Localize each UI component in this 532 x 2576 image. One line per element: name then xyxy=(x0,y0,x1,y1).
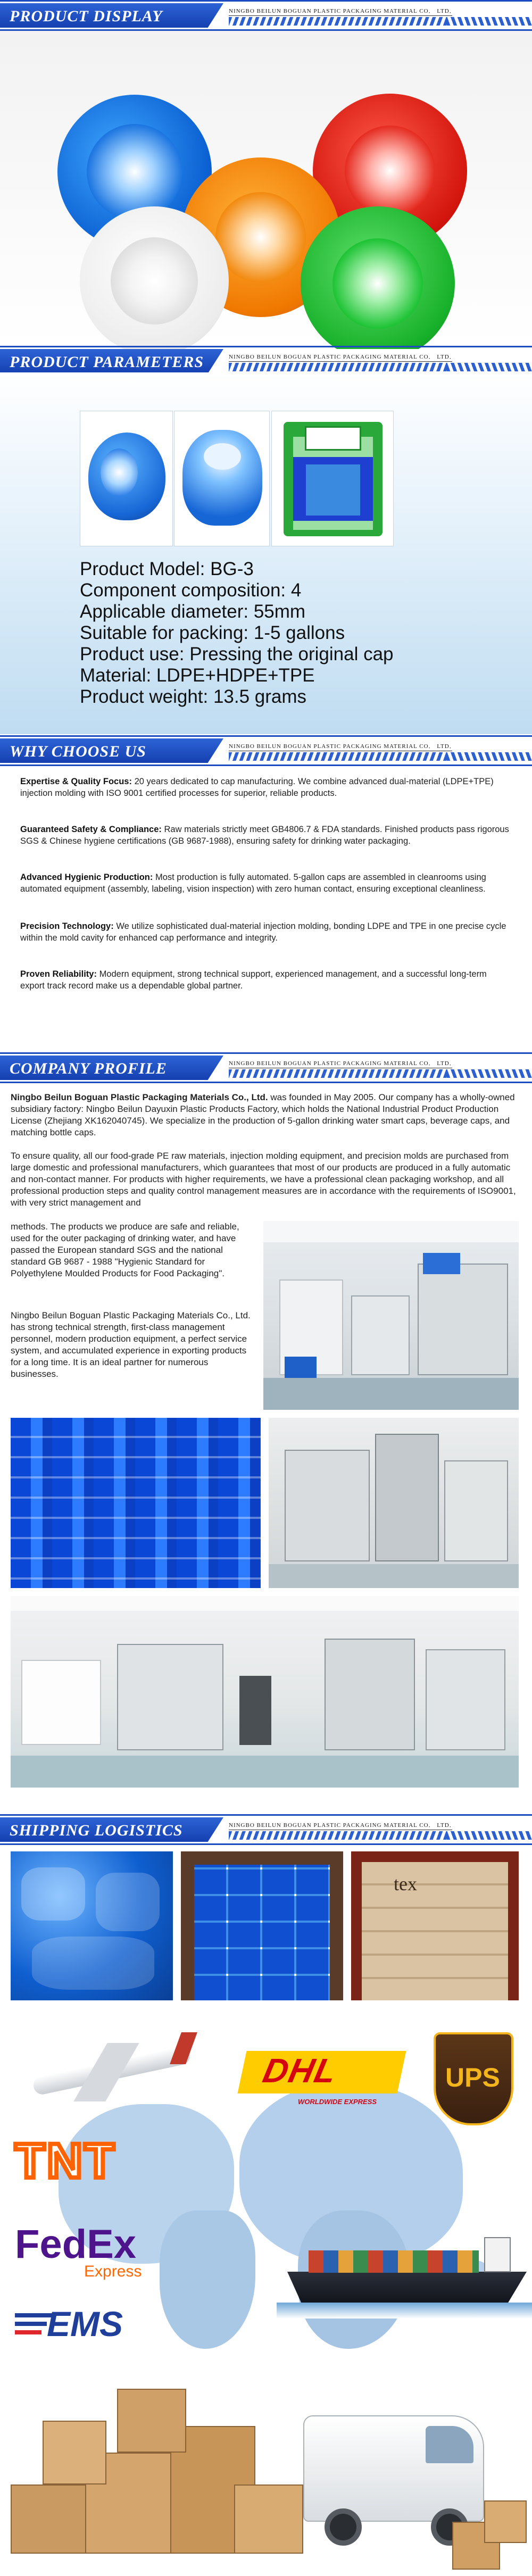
why-item xyxy=(20,824,510,847)
blue-caps-stack-photo xyxy=(11,1418,261,1588)
banner-chevron-pattern xyxy=(229,363,532,371)
dhl-tagline: WORLDWIDE EXPRESS xyxy=(298,2098,377,2106)
banner-chevron-pattern xyxy=(229,752,532,761)
why-item xyxy=(20,776,510,799)
profile-standards-text: methods. The products we produce are safe and reliable, used for the outer packaging of drinking water, and have passed the European standard SGS and the national standard GB 9687 - 1988 "Hygienic Standard for Polyethylene Moulded Products for Food Packaging". xyxy=(11,1221,239,1278)
banner-company-name: NINGBO BEILUN BOGUAN PLASTIC PACKAGING MATERIAL CO． LTD． xyxy=(229,8,456,14)
airplane-image xyxy=(11,2032,213,2112)
banner-company-name: NINGBO BEILUN BOGUAN PLASTIC PACKAGING MATERIAL CO． LTD． xyxy=(229,354,456,360)
why-item xyxy=(20,968,510,992)
factory-machines-photo xyxy=(263,1221,519,1410)
why-heading: Precision Technology: xyxy=(20,921,114,931)
profile-intro xyxy=(11,1092,521,1139)
why-item xyxy=(20,920,510,944)
ups-logo-text: UPS xyxy=(445,2063,500,2092)
why-body: 20 years dedicated to cap manufacturing. We combine advanced dual-material (LDPE+TPE) injection molding with ISO 9001 certified processes for superior, reliable products. xyxy=(20,777,494,798)
section-title: SHIPPING LOGISTICS xyxy=(10,1822,183,1839)
profile-company-name: Ningbo Beilun Boguan Plastic Packaging Materials Co., Ltd. xyxy=(11,1092,268,1102)
box-label-text: tex xyxy=(394,1873,417,1894)
param-use: Product use: Pressing the original cap xyxy=(80,644,394,664)
profile-closing-text: Ningbo Beilun Boguan Plastic Packaging Materials Co., Ltd. has strong technical strength, first-class management personnel, modern production equipment, a perfect service system, and accumulated experience in exporting products for a long time. It is an ideal partner for numerous businesses. xyxy=(11,1310,251,1379)
cleanroom-photo xyxy=(11,1596,519,1788)
profile-intro-text: was founded in May 2005. Our company has a wholly-owned subsidiary factory: Ningbo Beilun Dayuxin Plastic Products Factory, which holds the National Industrial Product Production License (Zhejiang XK162040745). We specialize in the production of 5-gallon drinking water smart caps, beverage caps, and matching bottle caps. xyxy=(11,1092,515,1137)
ems-logo-text: EMS xyxy=(47,2304,123,2344)
why-item xyxy=(20,871,510,895)
section-banner-profile xyxy=(0,1052,532,1083)
banner-stripe xyxy=(0,0,532,2)
section-title: WHY CHOOSE US xyxy=(10,743,146,760)
cap-top-view-image xyxy=(174,411,270,546)
param-weight: Product weight: 13.5 grams xyxy=(80,686,307,707)
dhl-logo xyxy=(237,2051,406,2093)
param-model: Product Model: BG-3 xyxy=(80,559,254,579)
ems-logo xyxy=(15,2304,153,2346)
banner-chevron-pattern xyxy=(229,17,532,26)
cardboard-boxes-right-image xyxy=(452,2500,527,2570)
banner-company-name: NINGBO BEILUN BOGUAN PLASTIC PACKAGING MATERIAL CO． LTD． xyxy=(229,1060,456,1067)
banner-company-name: NINGBO BEILUN BOGUAN PLASTIC PACKAGING MATERIAL CO． LTD． xyxy=(229,743,456,750)
section-title: COMPANY PROFILE xyxy=(10,1060,167,1077)
fedex-express-text: Express xyxy=(84,2263,142,2280)
section-title: PRODUCT PARAMETERS xyxy=(10,353,204,371)
banner-chevron-pattern xyxy=(229,1069,532,1078)
tnt-logo-text: TNT xyxy=(15,2134,117,2188)
ups-logo xyxy=(434,2032,513,2125)
dhl-logo-text: DHL xyxy=(259,2051,341,2090)
packed-caps-bags-photo xyxy=(11,1851,173,2000)
why-heading: Expertise & Quality Focus: xyxy=(20,777,132,786)
product-display-photo xyxy=(0,31,532,345)
assembly-machine-photo xyxy=(269,1418,519,1588)
why-body: Raw materials strictly meet GB4806.7 & FDA standards. Finished products pass rigorous SGS & Chinese hygiene certifications (GB 9687-1988), ensuring safety for drinking water packaging. xyxy=(20,825,509,846)
carton-container-photo xyxy=(351,1851,519,2000)
why-body: We utilize sophisticated dual-material injection molding, bonding LDPE and TPE in one precise cycle within the mold cavity for enhanced cap performance and integrity. xyxy=(20,921,506,943)
why-body: Modern equipment, strong technical support, experienced management, and a successful long-term export track record make us a dependable global partner. xyxy=(20,969,487,991)
cargo-ship-image xyxy=(277,2234,532,2320)
parameter-list xyxy=(80,559,484,708)
banner-company-name: NINGBO BEILUN BOGUAN PLASTIC PACKAGING MATERIAL CO． LTD． xyxy=(229,1822,456,1829)
fedex-logo-text: FedEx xyxy=(15,2222,137,2267)
cap-side-view-image xyxy=(80,411,173,546)
param-material: Material: LDPE+HDPE+TPE xyxy=(80,665,315,686)
profile-quality-text: To ensure quality, all our food-grade PE raw materials, injection molding equipment, and precision molds are purchased from large domestic and professional manufacturers, which guarantees that most of our products are produced in a fully automatic and non-contact manner. For products with higher requirements, we have a professional clean packaging workshop, and all professional production steps and quality control management measures are in accordance with the requirements of ISO9001, with very strict management and xyxy=(11,1151,516,1208)
param-diameter: Applicable diameter: 55mm xyxy=(80,601,306,622)
cardboard-boxes-image xyxy=(11,2378,309,2575)
section-banner-why xyxy=(0,735,532,766)
banner-chevron-pattern xyxy=(229,1831,532,1840)
why-heading: Guaranteed Safety & Compliance: xyxy=(20,825,162,834)
white-cap-image xyxy=(80,206,229,355)
fedex-logo xyxy=(15,2221,164,2280)
section-banner-logistics xyxy=(0,1814,532,1845)
container-loading-photo xyxy=(181,1851,343,2000)
why-body: Most production is fully automated. 5-gallon caps are assembled in cleanrooms using automated equipment (assembly, labeling, vision inspection) with zero human contact, ensuring exceptional cleanliness. xyxy=(20,872,486,894)
tnt-logo xyxy=(15,2133,153,2192)
why-heading: Proven Reliability: xyxy=(20,969,97,979)
green-cap-image xyxy=(301,206,455,361)
param-packing: Suitable for packing: 1-5 gallons xyxy=(80,622,345,643)
section-title: PRODUCT DISPLAY xyxy=(10,7,163,25)
cap-cross-section-image xyxy=(271,411,394,546)
section-banner-display xyxy=(0,0,532,31)
why-heading: Advanced Hygienic Production: xyxy=(20,872,153,882)
param-components: Component composition: 4 xyxy=(80,580,302,601)
